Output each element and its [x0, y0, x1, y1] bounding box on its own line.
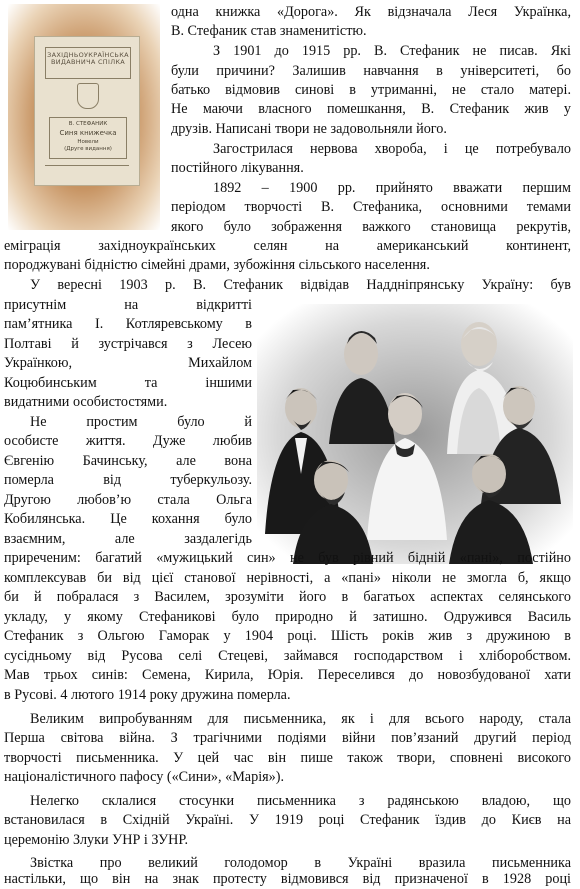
text-line: 1892 – 1900 рр. прийнято вважати першим [213, 180, 571, 196]
text-line: Полтаві й зустрічався з Лесею [4, 336, 252, 352]
text-line: Мав трьох синів: Семена, Кирила, Юрія. Переселився до новозбудованої хати [4, 667, 571, 683]
text-line: церемонію Злуки УНР і ЗУНР. [4, 832, 189, 848]
text-line: комплексував би від цієї станової нерівності, а «пані» ніколи не змогла б, якщо [4, 570, 571, 586]
text-line: особисте життя. Дуже любив [4, 433, 252, 449]
text-line: якого було зображення важкого становища рекрутів, [171, 219, 571, 235]
book-cover-header: ЗАХІДНЬОУКРАЇНСЬКА ВИДАВНИЧА СПІЛКА [47, 51, 129, 66]
text-line: Великим випробуванням для письменника, як і для всього народу, стала [30, 711, 571, 727]
book-cover-subtitle-2: (Друге видання) [64, 146, 112, 152]
text-line: батько відмовив синові в утриманні, не стало матері. [171, 82, 571, 98]
text-line: друзів. Написані твори не задовольняли його. [171, 121, 447, 137]
book-cover-author: В. СТЕФАНИК [68, 121, 108, 127]
text-line: Звістка про великий голодомор в Україні вразила письменника [30, 855, 571, 871]
text-line: встановилася в Східній Україні. У 1919 році Стефаник їздив до Києв на [4, 812, 571, 828]
text-line: Коцюбинським та іншими [4, 375, 252, 391]
text-line: пам’ятника І. Котляревському в [4, 316, 252, 332]
text-line: періодом творчості В. Стефаника, основними темами [171, 199, 571, 215]
text-line: В. Стефаник став знаменитістю. [171, 23, 367, 39]
book-cover-title-box [49, 117, 127, 159]
text-line: постійного лікування. [171, 160, 304, 176]
text-line: були причини? Залишив навчання в університеті, бо [171, 63, 571, 79]
text-line: в Русові. 4 лютого 1914 року дружина померла. [4, 687, 291, 703]
text-line: Нелегко склалися стосунки письменника з радянською владою, що [30, 793, 571, 809]
book-cover-ornament [45, 47, 131, 79]
text-line: Перша світова війна. З трагічними подіями війни пов’язаний другий період [4, 730, 571, 746]
text-line: одна книжка «Дорога». Як відзначала Леся Українка, [171, 4, 571, 20]
text-line: еміграція західноукраїнських селян на американський континент, [4, 238, 571, 254]
text-line: З 1901 до 1915 рр. В. Стефаник не писав. Які [213, 43, 571, 59]
text-line: породжувані бідністю сімейні драми, зубожіння сільського населення. [4, 257, 430, 273]
group-portrait-image [257, 304, 573, 564]
text-line: взаємним, але заздалегідь [4, 531, 252, 547]
text-line: творчості письменника. У цей час він пише також твори, сповнені високого [4, 750, 571, 766]
text-line: присутнім на відкритті [4, 297, 252, 313]
text-line: Українкою, Михайлом [4, 355, 252, 371]
text-line: сусідньому від Русова селі Стецеві, займався господарством і хліборобством. [4, 648, 571, 664]
text-line: укладу, у якому Стефаникові було природно й затишно. Одружився Василь [4, 609, 571, 625]
text-line: настільки, що він на знак протесту відмовився від призначеної в 1928 році [4, 871, 571, 887]
text-line: приреченим: багатий «мужицький син» не був рівний бідній «пані», постійно [4, 550, 571, 566]
text-line: померла від туберкульозу. [4, 472, 252, 488]
text-line: Кобилянська. Це кохання було [4, 511, 252, 527]
book-cover-footer-rule [45, 165, 129, 176]
book-cover-photo [8, 4, 160, 230]
text-line: націоналістичного пафосу («Сини», «Марія»). [4, 769, 285, 785]
text-line: Не маючи власного помешкання, В. Стефаник жив у [171, 101, 571, 117]
text-line: Не простим було й [30, 414, 252, 430]
book-cover-subtitle-1: Новели [77, 139, 99, 145]
book-cover-emblem [77, 83, 99, 109]
text-line: Другою любов’ю стала Ольга [4, 492, 252, 508]
text-line: би й побралася з Василем, зрозуміти його в багатьох аспектах селянського [4, 589, 571, 605]
text-line: Євгенію Бачинську, але вона [4, 453, 252, 469]
group-portrait-photo [257, 304, 573, 564]
text-line: Стефаник з Ольгою Гаморак у 1904 році. Шість років жив з дружиною в [4, 628, 571, 644]
text-line: Загострилася нервова хвороба, і це потребувало [213, 141, 571, 157]
book-cover-title: Синя книжечка [59, 129, 117, 137]
book-cover [34, 36, 140, 186]
text-line: У вересні 1903 р. В. Стефаник відвідав Наддніпрянську Україну: був [30, 277, 571, 293]
text-line: видатними особистостями. [4, 394, 168, 410]
